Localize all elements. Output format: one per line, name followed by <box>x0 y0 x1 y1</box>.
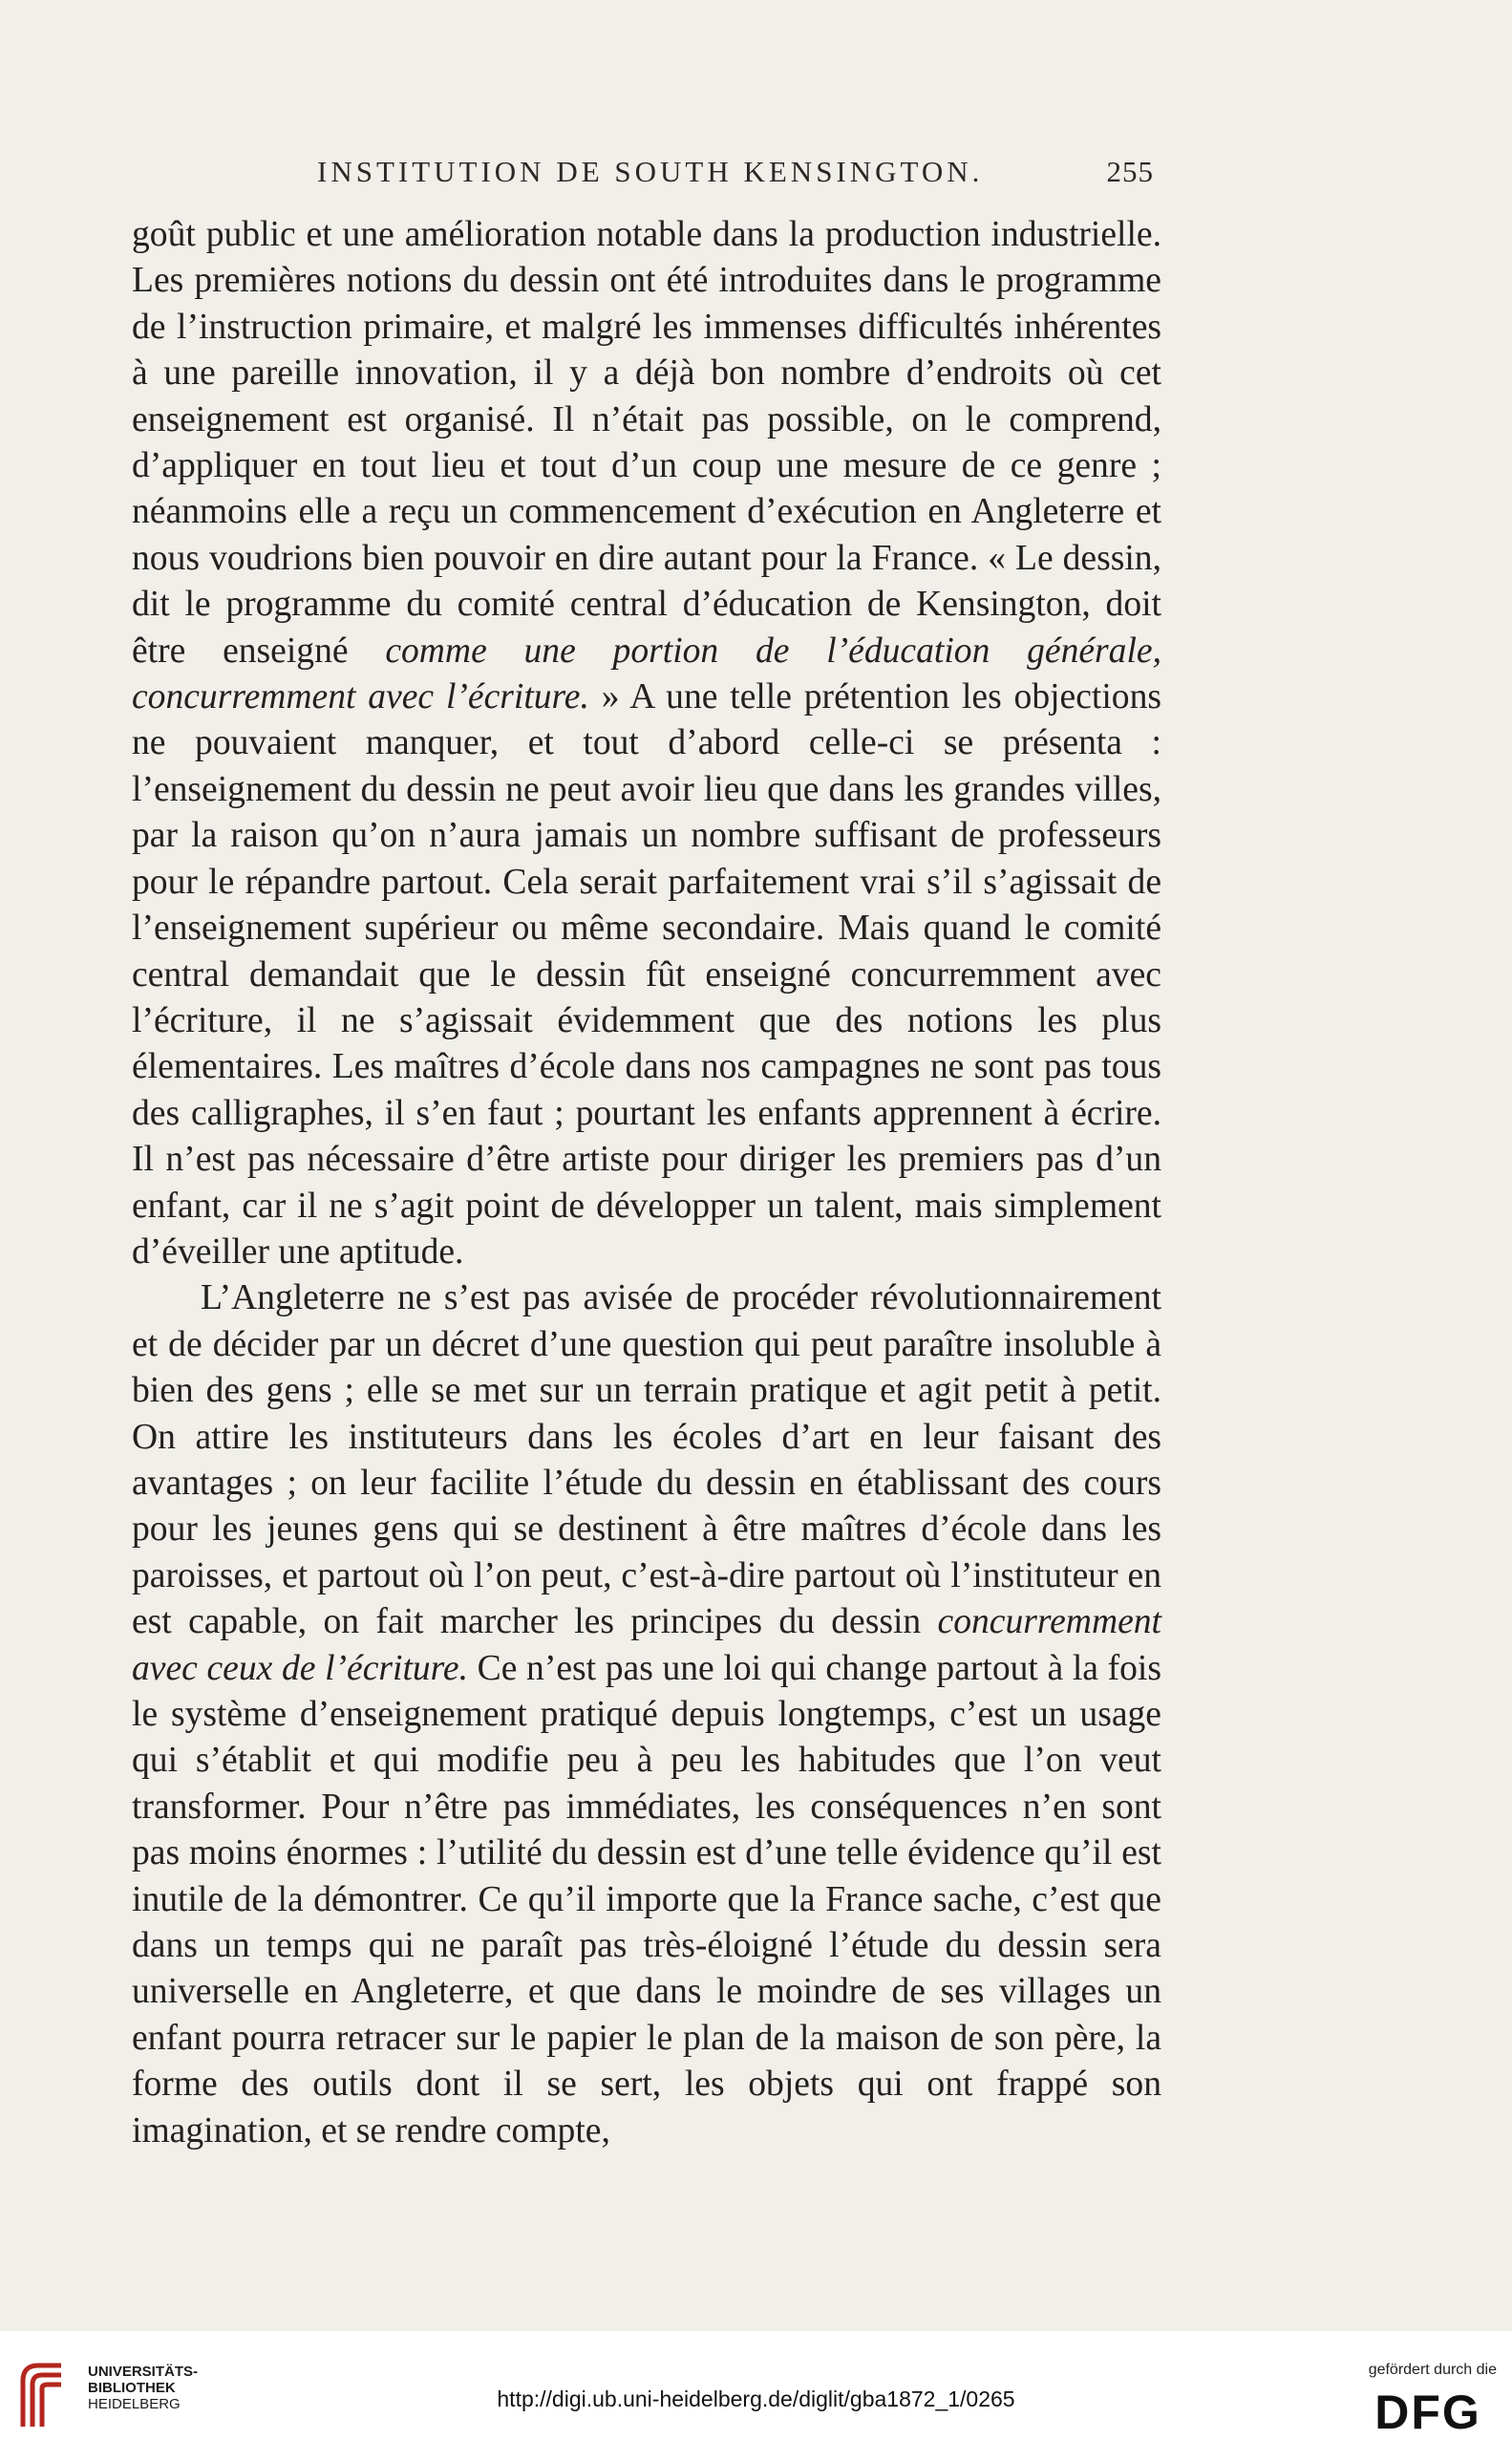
italic-segment: concurremment avec ceux de l’écriture. <box>132 1602 1161 1688</box>
running-title: INSTITUTION DE SOUTH KENSINGTON. <box>317 155 984 188</box>
digitization-footer <box>0 2331 1512 2461</box>
text-segment: Ce n’est pas une loi qui change partout à la fois le système d’enseignement pratiqué depuis longtemps, c’est un usage qui s’établit et qui modifie peu à peu les habitudes que l’on veut transformer. Pour n’être pas immédiates, les conséquences n’en sont pas moins énormes : l’utilité du dessin est d’une telle évidence qu’il est inutile de la démontrer. Ce qu’il importe que la France sache, c’est que dans un temps qui ne paraît pas très-éloigné l’étude du dessin sera universelle en Angleterre, et que dans le moindre de ses villages un enfant pourra retracer sur le papier le plan de la maison de son père, la forme des outils dont il se sert, les objets qui ont frappé son imagination, et se rendre compte, <box>132 1648 1161 2151</box>
paragraph-2 <box>132 1275 1161 2154</box>
page-number: 255 <box>1106 155 1154 188</box>
sponsor-caption: gefördert durch die <box>1368 2362 1497 2378</box>
running-header <box>317 155 1177 189</box>
library-line: UNIVERSITÄTS- <box>88 2364 199 2380</box>
library-line: HEIDELBERG <box>88 2396 181 2412</box>
paragraph-1 <box>132 212 1161 1275</box>
text-segment: L’Angleterre ne s’est pas avisée de procéder révolutionnairement et de décider par un décret d’une question qui peut paraître insoluble à bien des gens ; elle se met sur un terrain pratique et agit petit à petit. On attire les instituteurs dans les écoles d’art en leur faisant des avantages ; on leur facilite l’étude du dessin en établissant des cours pour les jeunes gens qui se destinent à être maîtres d’école dans les paroisses, et partout où l’on peut, c’est-à-dire partout où l’instituteur en est capable, on fait marcher les principes du dessin <box>132 1278 1161 1642</box>
dfg-logo-text: DFG <box>1374 2386 1481 2436</box>
permalink-url[interactable]: http://digi.ub.uni-heidelberg.de/diglit/gba1872_1/0265 <box>497 2386 1015 2411</box>
dfg-logo-icon <box>1361 2386 1495 2436</box>
italic-segment: comme une portion de l’éducation générale, concurremment avec l’écriture. <box>132 631 1161 717</box>
library-line: BIBLIOTHEK <box>88 2380 176 2396</box>
text-segment: goût public et une amélioration notable dans la production industrielle. Les premières notions du dessin ont été introduites dans le programme de l’instruction primaire, et malgré les immenses difficultés inhérentes à une pareille innovation, il y a déjà bon nombre d’endroits où cet enseignement est organisé. Il n’était pas possible, on le comprend, d’appliquer en tout lieu et tout d’un coup une mesure de ce genre ; néanmoins elle a reçu un commencement d’exécution en Angleterre et nous voudrions bien pouvoir en dire autant pour la France. « Le dessin, dit le programme du comité central d’éducation de Kensington, doit être enseigné <box>132 215 1161 671</box>
body-text <box>132 212 1161 2154</box>
text-segment: » A une telle prétention les objections ne pouvaient manquer, et tout d’abord celle-ci se présenta : l’enseignement du dessin ne peut avoir lieu que dans les grandes villes, par la raison qu’on n’aura jamais un nombre suffisant de professeurs pour le répandre partout. Cela serait parfaitement vrai s’il s’agissait de l’enseignement supérieur ou même secondaire. Mais quand le comité central demandait que le dessin fût enseigné concurremment avec l’écriture, il ne s’agissait évidemment que des notions les plus élementaires. Les maîtres d’école dans nos campagnes ne sont pas tous des calligraphes, il s’en faut ; pourtant les enfants apprennent à écrire. Il n’est pas nécessaire d’être artiste pour diriger les premiers pas d’un enfant, car il ne s’agit point de développer un talent, mais simplement d’éveiller une aptitude. <box>132 677 1161 1272</box>
